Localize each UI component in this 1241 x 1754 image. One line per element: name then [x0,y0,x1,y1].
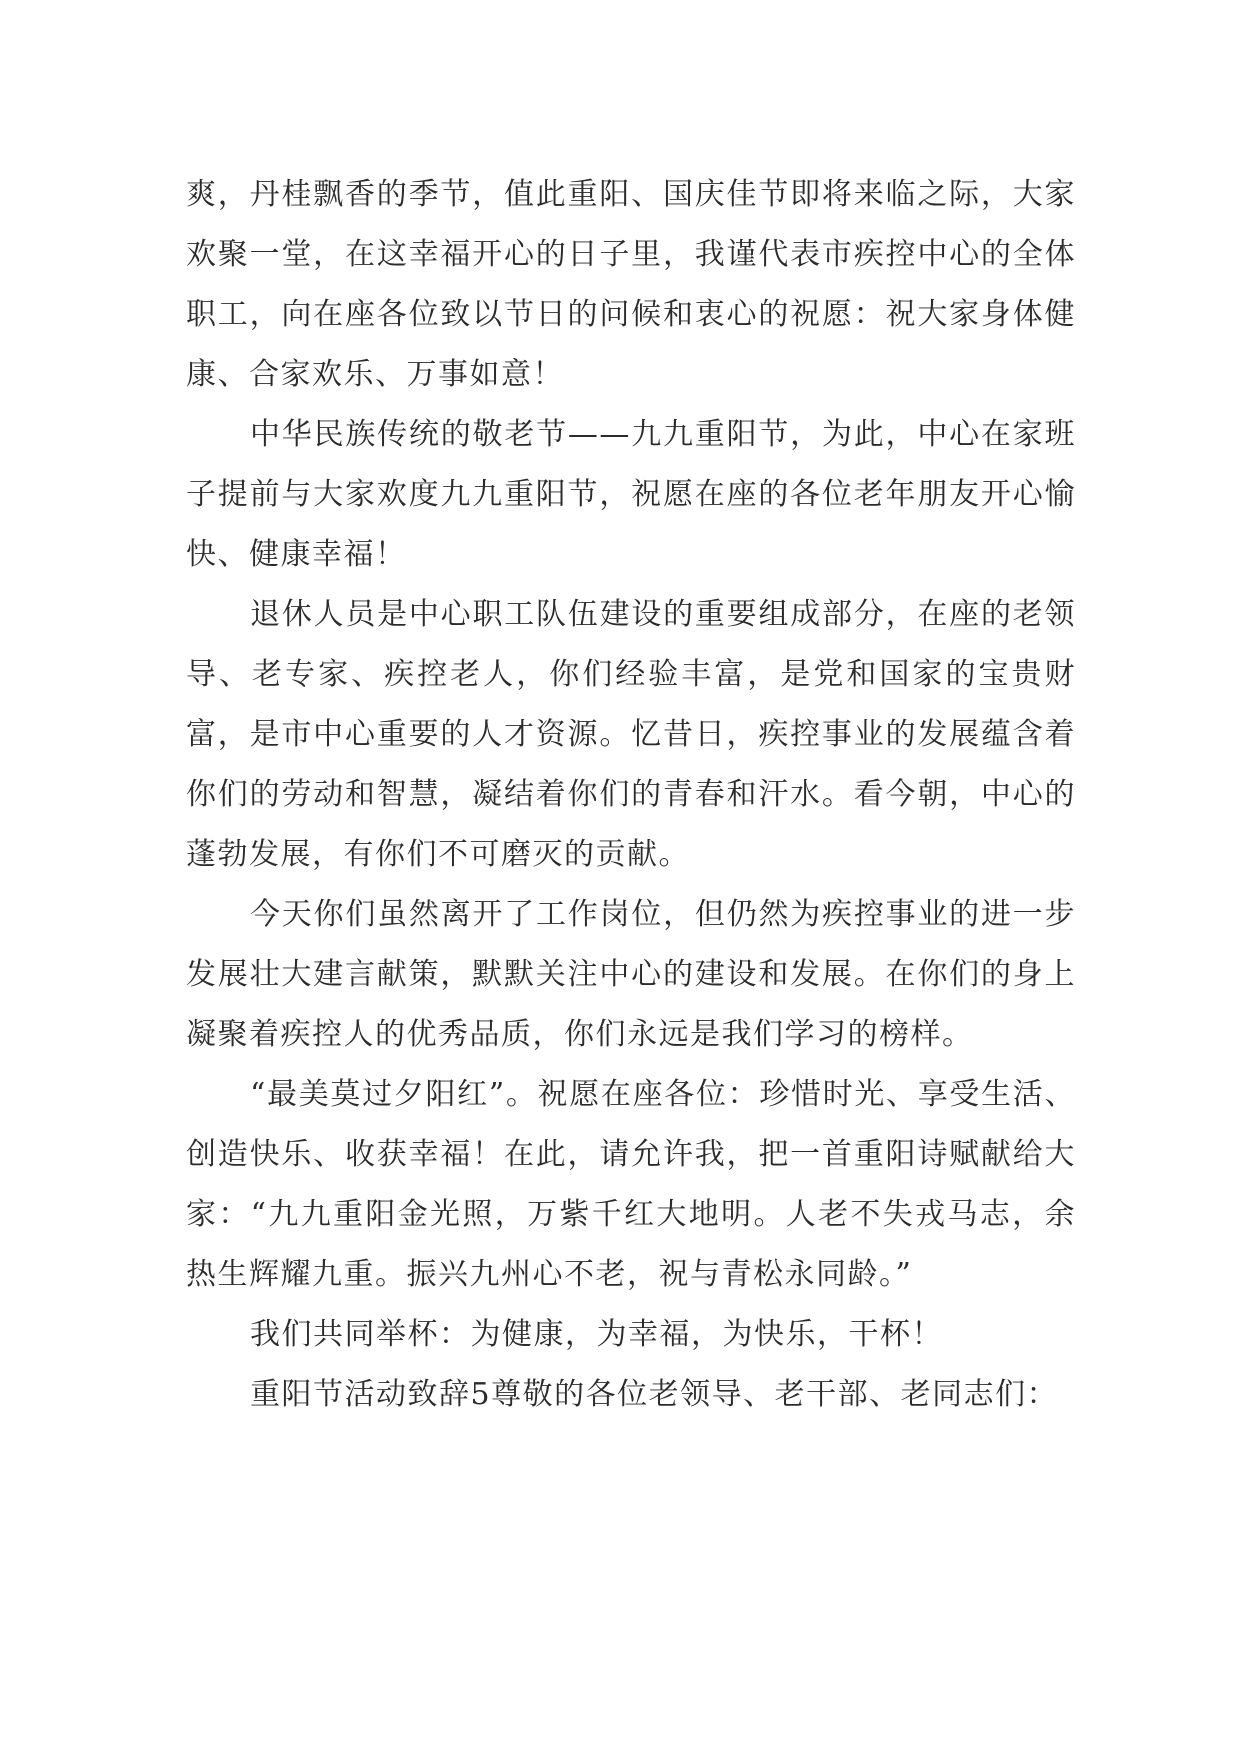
document-body [186,165,1076,1425]
paragraph: “最美莫过夕阳红”。祝愿在座各位：珍惜时光、享受生活、创造快乐、收获幸福！在此，请允许我，把一首重阳诗赋献给大家：“九九重阳金光照，万紫千红大地明。人老不失戎马志，余热生辉耀九重。振兴九州心不老，祝与青松永同龄。” [186,1077,1076,1292]
paragraph: 爽，丹桂飘香的季节，值此重阳、国庆佳节即将来临之际，大家欢聚一堂，在这幸福开心的日子里，我谨代表市疾控中心的全体职工，向在座各位致以节日的问候和衷心的祝愿：祝大家身体健康、合家欢乐、万事如意！ [186,177,1076,392]
paragraph: 我们共同举杯：为健康，为幸福，为快乐，干杯！ [250,1317,943,1352]
paragraph: 重阳节活动致辞5尊敬的各位老领导、老干部、老同志们： [250,1377,1059,1412]
paragraph: 中华民族传统的敬老节——九九重阳节，为此，中心在家班子提前与大家欢度九九重阳节，祝愿在座的各位老年朋友开心愉快、健康幸福！ [186,417,1076,572]
paragraph: 今天你们虽然离开了工作岗位，但仍然为疾控事业的进一步发展壮大建言献策，默默关注中心的建设和发展。在你们的身上凝聚着疾控人的优秀品质，你们永远是我们学习的榜样。 [186,897,1076,1052]
paragraph: 退休人员是中心职工队伍建设的重要组成部分，在座的老领导、老专家、疾控老人，你们经验丰富，是党和国家的宝贵财富，是市中心重要的人才资源。忆昔日，疾控事业的发展蕴含着你们的劳动和智慧，凝结着你们的青春和汗水。看今朝，中心的蓬勃发展，有你们不可磨灭的贡献。 [186,597,1076,872]
